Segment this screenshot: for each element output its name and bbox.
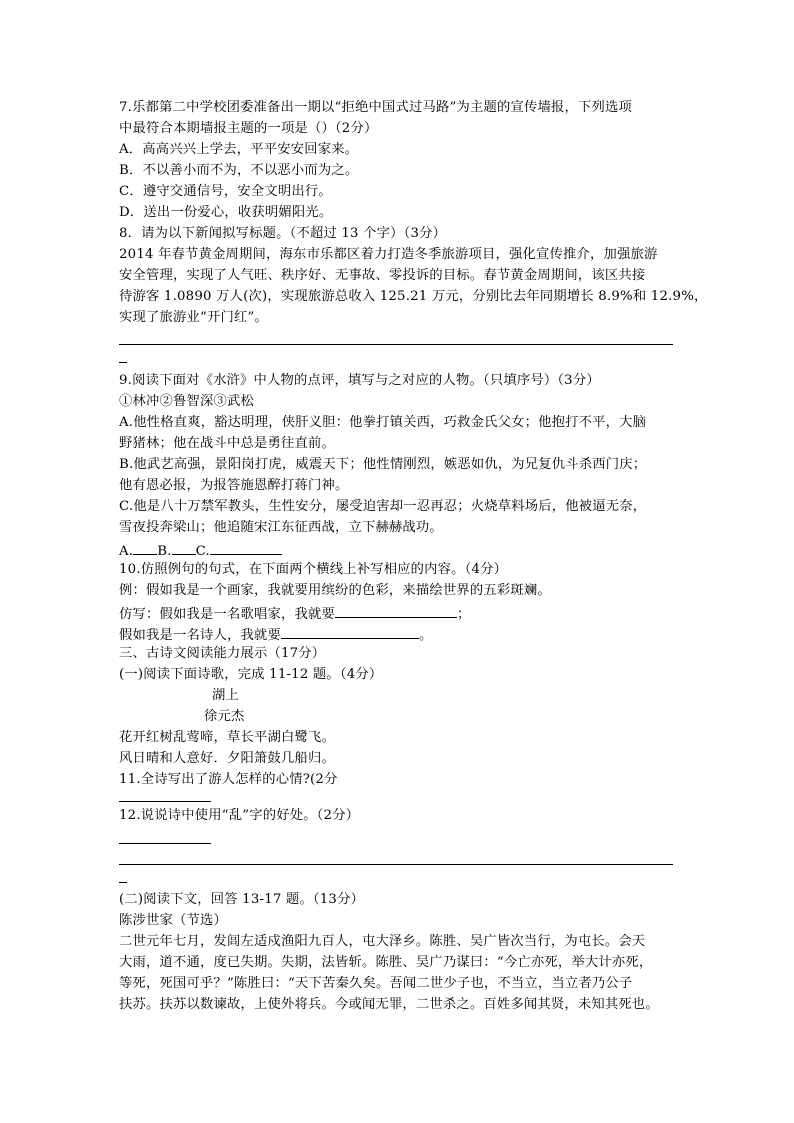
q10-imitation-2-text: 假如我是一名诗人，我就要: [119, 628, 281, 643]
poem-author: 徐元杰: [204, 709, 245, 724]
q10-imitation-1-text: 仿写：假如我是一名歌唱家，我就要: [119, 607, 335, 622]
text-title: 陈涉世家（节选）: [119, 913, 227, 928]
q9-comment-a-line1: A.他性格直爽，豁达明理，侠肝义胆：他拳打镇关西，巧救金氏父女；他抱打不平，大脑: [119, 415, 647, 430]
q7-stem-line1: 7.乐都第二中学校团委准备出一期以“拒绝中国式过马路”为主题的宣传墙报，下列选项: [119, 100, 632, 115]
q9-answer-a-label: A.: [119, 544, 134, 559]
q8-news-line3: 待游客 1.0890 万人(次)，实现旅游总收入 125.21 万元，分别比去年同期增长 8.9%和 12.9%，: [119, 289, 708, 304]
q8-stem: 8．请为以下新闻拟写标题。（不超过 13 个字）（3分）: [119, 226, 447, 241]
q10-imitation-1: [119, 604, 470, 623]
q7-stem-line2: 中最符合本期墙报主题的一项是（）（2分）: [119, 121, 378, 136]
q10-imitation-2-blank[interactable]: [281, 625, 419, 639]
q9-comment-c-line1: C.他是八十万禁军教头，生性安分，屡受迫害却一忍再忍；火烧草料场后，他被逼无奈，: [119, 499, 647, 514]
q8-answer-line[interactable]: [119, 344, 673, 345]
q8-news-line4: 实现了旅游业“开门红”。: [119, 310, 268, 325]
section3-part2-heading: (二)阅读下文，回答 13-17 题。（13分）: [119, 892, 365, 907]
q12-answer-line-short[interactable]: [119, 843, 211, 844]
q7-option-b: B．不以善小而不为，不以恶小而为之。: [119, 163, 359, 178]
poem-line-2: 风日晴和人意好．夕阳箫鼓几船归。: [119, 751, 335, 766]
q10-imitation-2-end: 。: [418, 628, 433, 643]
q10-imitation-1-end: ；: [456, 607, 471, 622]
text-line-1: 二世元年七月，发闾左适戍渔阳九百人，屯大泽乡。陈胜、吴广皆次当行，为屯长。会天: [119, 934, 646, 949]
poem-title: 湖上: [212, 688, 239, 703]
text-line-4: 扶苏。扶苏以数谏故，上使外将兵。今或闻无罪，二世杀之。百姓多闻其贤，未知其死也。: [119, 997, 659, 1012]
section3-title: 三、古诗文阅读能力展示（17分）: [119, 646, 326, 661]
q9-answer-row: [119, 541, 282, 560]
q9-answer-b-blank[interactable]: [172, 541, 196, 555]
q9-character-list: ①林冲②鲁智深③武松: [119, 394, 254, 409]
q9-answer-c-label: C.: [195, 544, 210, 559]
q8-news-line2: 安全管理，实现了人气旺、秩序好、无事故、零投诉的目标。春节黄金周期间，该区共接: [119, 268, 646, 283]
q12-answer-line-tail: [119, 882, 127, 883]
poem-line-1: 花开红树乱莺啼，草长平湖白鹭飞。: [119, 730, 335, 745]
q9-comment-b-line2: 他有恩必报，为报答施恩醉打蒋门神。: [119, 478, 349, 493]
q9-comment-c-line2: 雪夜投奔梁山；他追随宋江东征西战，立下赫赫战功。: [119, 520, 443, 535]
q7-option-c: C．遵守交通信号，安全文明出行。: [119, 184, 332, 199]
q7-option-a: A．高高兴兴上学去，平平安安回家来。: [119, 142, 359, 157]
q9-answer-c-blank[interactable]: [210, 541, 282, 555]
text-line-2: 大雨，道不通，度已失期。失期，法皆斩。陈胜、吴广乃谋曰：“今亡亦死，举大计亦死，: [119, 955, 653, 970]
q10-imitation-2: [119, 625, 432, 644]
text-line-3: 等死，死国可乎？”陈胜曰：“天下苦秦久矣。吾闻二世少子也，不当立，当立者乃公子: [119, 976, 633, 991]
q11-stem: 11.全诗写出了游人怎样的心情?(2分: [119, 772, 338, 787]
q9-comment-b-line1: B.他武艺高强，景阳岗打虎，威震天下；他性情刚烈，嫉恶如仇，为兄复仇斗杀西门庆；: [119, 457, 647, 472]
q9-answer-a-blank[interactable]: [133, 541, 157, 555]
q11-answer-line[interactable]: [119, 801, 211, 802]
q9-comment-a-line2: 野猪林；他在战斗中总是勇往直前。: [119, 436, 335, 451]
section3-part1-heading: (一)阅读下面诗歌，完成 11-12 题。（4分）: [119, 667, 383, 682]
q9-stem: 9.阅读下面对《水浒》中人物的点评，填写与之对应的人物。（只填序号）（3分）: [119, 373, 600, 388]
q12-answer-line[interactable]: [119, 864, 673, 865]
q8-news-line1: 2014 年春节黄金周期间，海东市乐都区着力打造冬季旅游项目，强化宣传推介，加强旅游: [119, 247, 658, 262]
q8-answer-line-tail: [119, 362, 127, 363]
q10-stem: 10.仿照例句的句式，在下面两个横线上补写相应的内容。（4分）: [119, 562, 508, 577]
q12-stem: 12.说说诗中使用“乱”字的好处。（2分）: [119, 808, 360, 823]
q10-example: 例：假如我是一个画家，我就要用缤纷的色彩，来描绘世界的五彩斑斓。: [119, 583, 551, 598]
q7-option-d: D．送出一份爱心，收获明媚阳光。: [119, 205, 333, 220]
q10-imitation-1-blank[interactable]: [335, 604, 457, 618]
q9-answer-b-label: B.: [157, 544, 172, 559]
